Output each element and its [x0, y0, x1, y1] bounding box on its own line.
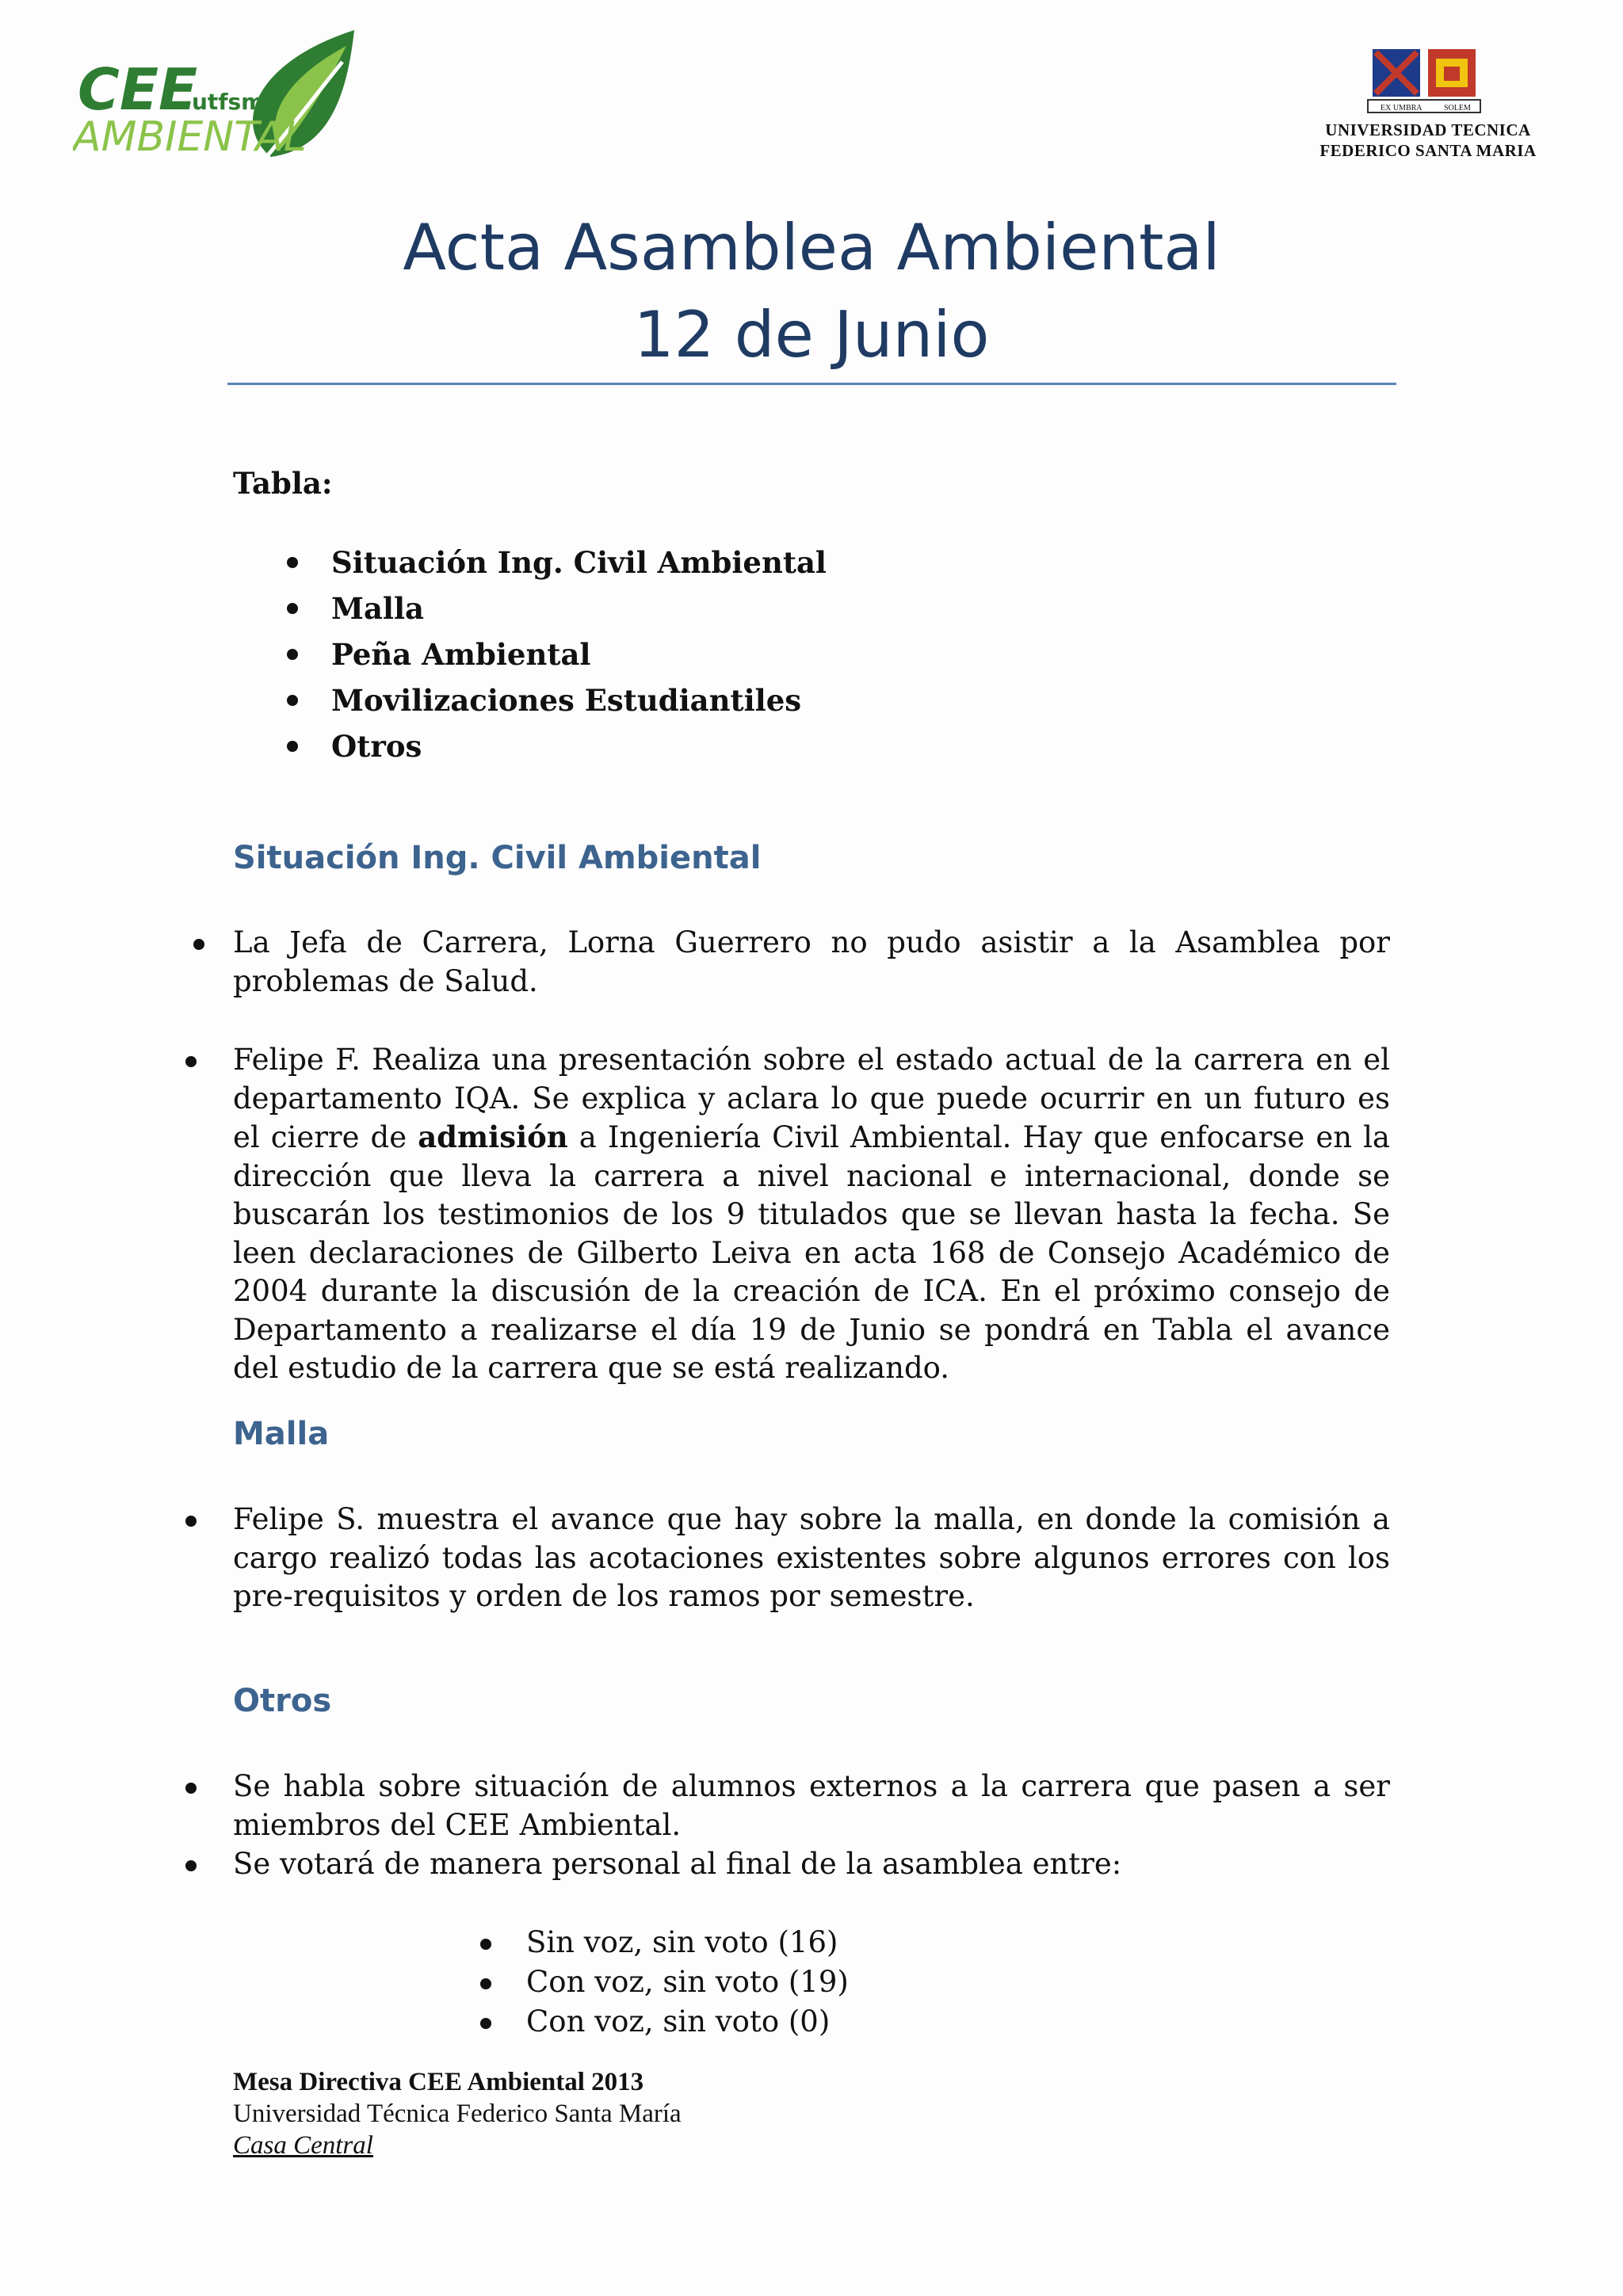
bullet-icon	[287, 557, 298, 568]
bullet-icon	[287, 741, 298, 752]
bold-term-admision: admisión	[418, 1119, 568, 1154]
bullet-icon	[185, 1056, 197, 1067]
section-heading-malla: Malla	[233, 1416, 330, 1452]
agenda-item: Malla	[331, 591, 425, 626]
paragraph-votacion: Se votará de manera personal al final de la asamblea entre:	[233, 1847, 1122, 1881]
bullet-icon	[480, 1939, 491, 1950]
vote-option: Sin voz, sin voto (16)	[526, 1925, 838, 1959]
bullet-icon	[287, 603, 298, 614]
footer-org: Mesa Directiva CEE Ambiental 2013	[233, 2068, 644, 2096]
bullet-icon	[185, 1860, 197, 1871]
svg-text:CEE: CEE	[78, 56, 198, 123]
footer-campus: Casa Central	[233, 2131, 373, 2160]
footer-university: Universidad Técnica Federico Santa María	[233, 2100, 682, 2128]
vote-option: Con voz, sin voto (19)	[526, 1965, 849, 1999]
bullet-icon	[287, 649, 298, 660]
agenda-item: Situación Ing. Civil Ambiental	[331, 545, 827, 580]
agenda-label: Tabla:	[233, 466, 333, 501]
paragraph-jefa-carrera: La Jefa de Carrera, Lorna Guerrero no pudo asistir a la Asamblea por problemas de Salud.	[233, 925, 1390, 998]
bullet-icon	[287, 695, 298, 706]
agenda-item: Peña Ambiental	[331, 637, 591, 672]
bullet-icon	[480, 2018, 491, 2029]
section-heading-situacion: Situación Ing. Civil Ambiental	[233, 840, 762, 876]
agenda-item: Otros	[331, 729, 422, 764]
university-name-line1: UNIVERSIDAD TECNICA	[1325, 120, 1531, 139]
paragraph-externos: Se habla sobre situación de alumnos externos a la carrera que pasen a ser miembros del CEE Ambiental.	[233, 1769, 1390, 1842]
svg-text:EX UMBRA: EX UMBRA	[1381, 104, 1423, 113]
university-name-line2: FEDERICO SANTA MARIA	[1319, 141, 1537, 160]
title-line1: Acta Asamblea Ambiental	[403, 211, 1220, 284]
paragraph-text: Felipe F. Realiza una presentación sobre el estado actual de la carrera en el departamento IQA. Se explica y aclara lo que puede ocurrir en un futuro es el cierre de	[233, 1043, 1390, 1154]
section-heading-otros: Otros	[233, 1683, 332, 1719]
bullet-icon	[193, 939, 204, 950]
utfsm-logo	[1293, 48, 1563, 166]
agenda-item: Movilizaciones Estudiantiles	[331, 683, 802, 718]
svg-text:utfsm: utfsm	[192, 89, 265, 115]
title-line2: 12 de Junio	[633, 298, 990, 372]
document-title	[0, 204, 1623, 379]
paragraph-malla: Felipe S. muestra el avance que hay sobre la malla, en donde la comisión a cargo realizó todas las acotaciones existentes sobre algunos errores con los pre-requisitos y orden de los ramos por semestre.	[233, 1502, 1390, 1613]
cee-ambiental-logo	[73, 30, 358, 163]
paragraph-text: a Ingeniería Civil Ambiental. Hay que enfocarse en la dirección que lleva la carrera a nivel nacional e internacional, donde se buscarán los testimonios de los 9 titulados que se llevan hasta la fecha. Se leen declaraciones de Gilberto Leiva en acta 168 de Consejo Académico de 2004 durante la discusión de la creación de ICA. En el próximo consejo de Departamento a realizarse el día 19 de Junio se pondrá en Tabla el avance del estudio de la carrera que se está realizando.	[233, 1120, 1390, 1385]
paragraph-presentacion	[233, 1041, 1390, 1388]
svg-text:AMBIENTAL: AMBIENTAL	[73, 113, 307, 161]
bullet-icon	[480, 1978, 491, 1989]
utfsm-seal-icon	[1365, 48, 1484, 119]
bullet-icon	[185, 1516, 197, 1527]
vote-option: Con voz, sin voto (0)	[526, 2004, 831, 2039]
svg-text:SOLEM: SOLEM	[1444, 104, 1471, 113]
title-divider	[227, 383, 1396, 385]
bullet-icon	[185, 1783, 197, 1794]
